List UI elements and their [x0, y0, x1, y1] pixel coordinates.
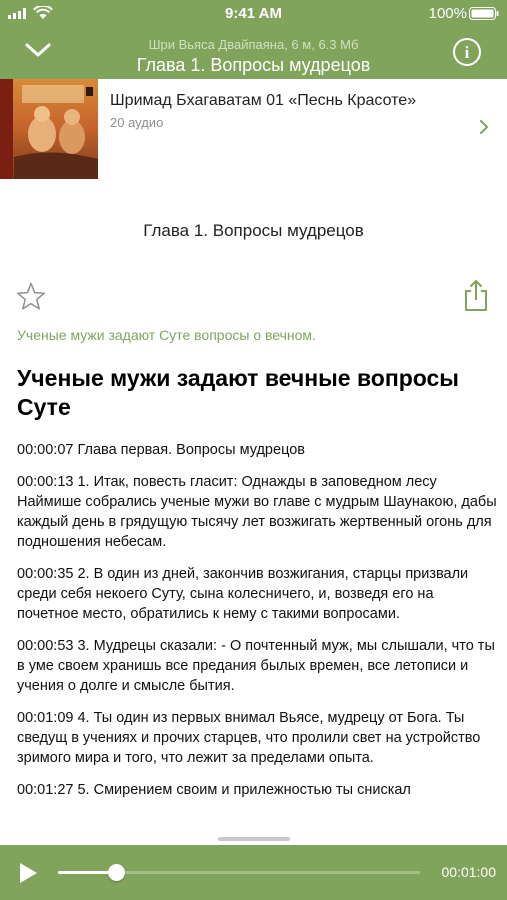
chapter-text: [17, 440, 497, 840]
text-paragraph: 00:00:07 Глава первая. Вопросы мудрецов: [17, 442, 305, 458]
text-paragraph: 00:01:27 5. Смирением своим и прилежностью ты снискал: [17, 782, 411, 798]
star-icon[interactable]: [16, 282, 46, 310]
top-bar: [0, 0, 507, 79]
info-glyph: i: [464, 43, 470, 62]
progress-thumb[interactable]: [108, 864, 125, 881]
text-paragraph: 00:00:53 3. Мудрецы сказали: - О почтенный муж, мы слышали, что ты в уме своем хранишь все предания былых времен, все летописи и учения о долге и смысле бытия.: [17, 638, 495, 694]
text-paragraph: 00:00:35 2. В один из дней, закончив возжигания, старцы призвали среди себя некоего Суту, сына колесничего, и, возведя его на почетное место, обратились к нему с такими вопросами.: [17, 566, 469, 622]
album-track-count: 20 аудио: [110, 115, 164, 130]
play-icon[interactable]: [18, 862, 38, 884]
chevron-right-icon[interactable]: [479, 119, 489, 135]
text-paragraph: 00:01:09 4. Ты один из первых внимал Вьясе, мудрецу от Бога. Ты сведущ в учениях и прочих старцев, что пролили свет на устройство зримого мира и того, что лежит за пределами опыта.: [17, 710, 481, 766]
album-cover: [0, 79, 98, 179]
home-indicator: [218, 837, 290, 841]
chapter-title: Глава 1. Вопросы мудрецов: [143, 221, 364, 240]
battery-icon: [469, 7, 499, 20]
album-title: Шримад Бхагаватам 01 «Песнь Красоте»: [110, 92, 417, 109]
text-paragraph: 00:00:13 1. Итак, повесть гласит: Однажды в заповедном лесу Наймише собрались ученые мужи во главе с мудрым Шаунакою, дабы каждый день в грядущую тысячу лет возжигать жертвенный огонь для подношения небесам.: [17, 474, 497, 550]
album-row[interactable]: [0, 79, 507, 179]
status-time: 9:41 AM: [225, 5, 282, 22]
elapsed-time: 00:01:00: [441, 864, 496, 880]
nav-subtitle: Шри Вьяса Двайпаяна, 6 м, 6.3 Мб: [148, 37, 359, 52]
battery-percent: 100%: [428, 5, 467, 22]
chapter-summary: Ученые мужи задают Суте вопросы о вечном.: [17, 327, 316, 343]
nav-title: Глава 1. Вопросы мудрецов: [136, 55, 371, 75]
share-icon[interactable]: [463, 279, 489, 312]
chapter-heading: Ученые мужи задают вечные вопросы Суте: [17, 365, 459, 420]
info-icon[interactable]: [453, 38, 481, 66]
audio-player: [0, 845, 507, 900]
status-bar: [0, 0, 507, 26]
